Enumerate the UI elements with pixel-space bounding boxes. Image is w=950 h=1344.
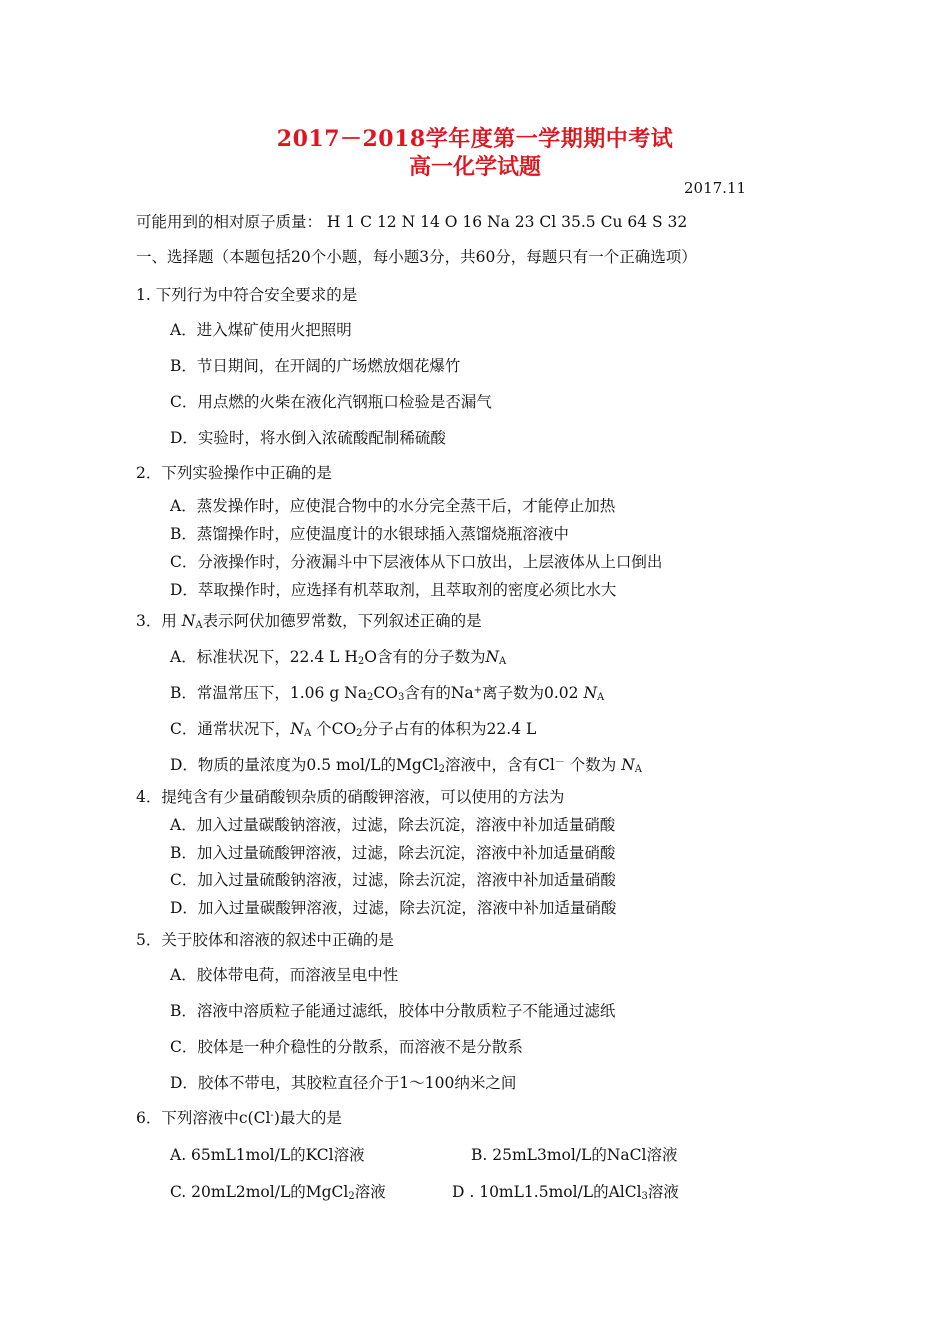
question-2-option-b: B．蒸馏操作时，应使温度计的水银球插入蒸馏烧瓶溶液中 — [170, 525, 569, 543]
q3c-sub: 2 — [356, 728, 363, 739]
question-5-option-d: D．胶体不带电，其胶粒直径介于1～100纳米之间 — [170, 1074, 517, 1092]
question-6-option-b: B. 25mL3mol/L的NaCl溶液 — [471, 1146, 678, 1164]
question-6-stem — [136, 1106, 342, 1128]
q3d-na: N — [621, 756, 635, 774]
q3d-na-sub: A — [634, 764, 642, 775]
question-2-option-a: A．蒸发操作时，应使混合物中的水分完全蒸干后，才能停止加热 — [170, 497, 616, 515]
q3c-na: N — [290, 720, 304, 738]
question-3-option-b — [170, 681, 604, 703]
q3b-sup: + — [473, 685, 483, 696]
q3d-sup: － — [554, 757, 565, 768]
q3b-pre: B．常温常压下，1.06 g Na — [170, 684, 367, 702]
question-1-option-a: A．进入煤矿使用火把照明 — [170, 321, 352, 339]
question-2-option-c: C．分液操作时，分液漏斗中下层液体从下口放出，上层液体从上口倒出 — [170, 553, 663, 571]
question-1-option-c: C．用点燃的火柴在液化汽钢瓶口检验是否漏气 — [170, 393, 492, 411]
question-6-option-a: A. 65mL1mol/L的KCl溶液 — [170, 1146, 365, 1164]
atomic-mass-line: 可能用到的相对原子质量： H 1 C 12 N 14 O 16 Na 23 Cl 35.5 Cu 64 S 32 — [136, 213, 688, 231]
question-5-option-c: C．胶体是一种介稳性的分散系，而溶液不是分散系 — [170, 1038, 523, 1056]
q3b-mid1: CO — [373, 684, 398, 702]
q3d-mid: 溶液中，含有Cl — [445, 756, 555, 774]
q3b-na-sub: A — [597, 692, 605, 703]
question-5-stem: 5．关于胶体和溶液的叙述中正确的是 — [136, 931, 394, 949]
q6d-sub: 3 — [641, 1191, 648, 1202]
question-2-option-d: D．萃取操作时，应选择有机萃取剂，且萃取剂的密度必须比水大 — [170, 581, 617, 599]
exam-date: 2017.11 — [684, 179, 747, 197]
question-4-option-d: D．加入过量碳酸钾溶液，过滤，除去沉淀，溶液中补加适量硝酸 — [170, 899, 617, 917]
question-3-option-c — [170, 717, 536, 739]
q6d-pre: D . 10mL1.5mol/L的AlCl — [452, 1183, 642, 1201]
q3a-post: O含有的分子数为 — [364, 648, 486, 666]
q6d-post: 溶液 — [647, 1183, 679, 1201]
q6-stem-post: )最大的是 — [273, 1109, 342, 1127]
q3a-pre: A．标准状况下，22.4 L H — [170, 648, 358, 666]
q3c-post: 分子占有的体积为22.4 L — [362, 720, 537, 738]
q3-stem-pre: 3．用 — [136, 612, 182, 630]
q6c-sub: 2 — [348, 1191, 355, 1202]
q3b-post: 离子数为0.02 — [482, 684, 584, 702]
q3a-na-sub: A — [499, 656, 507, 667]
question-3-option-a — [170, 645, 506, 667]
q3a-na: N — [485, 648, 500, 666]
question-5-option-b: B．溶液中溶质粒子能通过滤纸，胶体中分散质粒子不能通过滤纸 — [170, 1002, 616, 1020]
q3c-na-sub: A — [303, 728, 312, 739]
q3c-mid: 个CO — [311, 720, 357, 738]
question-3-stem — [136, 609, 482, 631]
question-1-option-b: B．节日期间，在开阔的广场燃放烟花爆竹 — [170, 357, 461, 375]
q3d-sub: 2 — [438, 764, 445, 775]
q3c-pre: C．通常状况下， — [170, 720, 291, 738]
question-4-option-b: B．加入过量硫酸钾溶液，过滤，除去沉淀，溶液中补加适量硝酸 — [170, 844, 616, 862]
question-4-option-c: C．加入过量硫酸钠溶液，过滤，除去沉淀，溶液中补加适量硝酸 — [170, 871, 616, 889]
section-heading: 一、选择题（本题包括20个小题，每小题3分，共60分，每题只有一个正确选项） — [136, 248, 697, 266]
question-4-stem: 4．提纯含有少量硝酸钡杂质的硝酸钾溶液，可以使用的方法为 — [136, 788, 565, 806]
exam-subtitle: 高一化学试题 — [408, 154, 541, 180]
question-3-option-d — [170, 753, 642, 775]
q3d-post: 个数为 — [564, 756, 622, 774]
q3d-pre: D．物质的量浓度为0.5 mol/L的MgCl — [170, 756, 439, 774]
q3-stem-post: 表示阿伏加德罗常数，下列叙述正确的是 — [202, 612, 482, 630]
q6-stem-pre: 6．下列溶液中c(Cl — [136, 1109, 271, 1127]
q6c-pre: C. 20mL2mol/L的MgCl — [170, 1183, 349, 1201]
q3b-sub1: 2 — [366, 692, 374, 703]
question-1-stem: 1. 下列行为中符合安全要求的是 — [136, 286, 358, 304]
q3b-mid2: 含有的Na — [404, 684, 474, 702]
q3b-na: N — [583, 684, 598, 702]
q3b-sub2: 3 — [397, 692, 405, 703]
question-6-option-d — [452, 1180, 679, 1202]
question-6-option-c — [170, 1180, 386, 1202]
question-5-option-a: A．胶体带电荷，而溶液呈电中性 — [170, 966, 399, 984]
q6c-post: 溶液 — [354, 1183, 386, 1201]
avogadro-subscript: A — [195, 620, 203, 631]
question-1-option-d: D．实验时，将水倒入浓硫酸配制稀硫酸 — [170, 429, 446, 447]
question-2-stem: 2．下列实验操作中正确的是 — [136, 464, 332, 482]
exam-title: 2017－2018学年度第一学期期中考试 — [276, 126, 674, 152]
q6-stem-sup: - — [270, 1110, 274, 1121]
avogadro-symbol: N — [181, 612, 196, 630]
question-4-option-a: A．加入过量碳酸钠溶液，过滤，除去沉淀，溶液中补加适量硝酸 — [170, 816, 616, 834]
q3a-sub: 2 — [357, 656, 365, 667]
